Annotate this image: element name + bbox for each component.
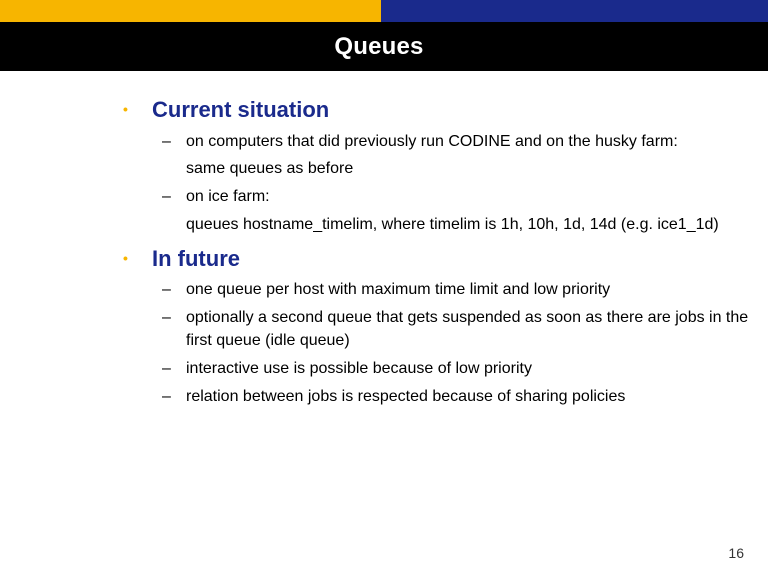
list-item-line: queues hostname_timelim, where timelim is 1h, 10h, 1d, 14d (e.g. ice1_1d) [186,216,719,233]
dash-icon: – [162,188,171,205]
dash-icon: – [162,281,171,298]
list-item-line: on ice farm: [186,188,270,205]
section-heading: Current situation [152,97,330,122]
slide-title: Queues [334,32,424,60]
section-heading: In future [152,246,240,271]
list-item-line: first queue (idle queue) [186,332,350,349]
list-item-line: relation between jobs is respected because of sharing policies [186,388,626,405]
bullet-icon: • [123,250,128,266]
dash-icon: – [162,388,171,405]
list-item-line: interactive use is possible because of low priority [186,360,532,377]
dash-icon: – [162,133,171,150]
list-item-line: same queues as before [186,160,354,177]
list-item-line: on computers that did previously run CODINE and on the husky farm: [186,133,678,150]
page-number: 16 [728,545,744,561]
list-item-line: one queue per host with maximum time limit and low priority [186,281,611,298]
dash-icon: – [162,309,171,326]
bullet-icon: • [123,101,128,117]
list-item-line: optionally a second queue that gets suspended as soon as there are jobs in the [186,309,749,326]
dash-icon: – [162,360,171,377]
